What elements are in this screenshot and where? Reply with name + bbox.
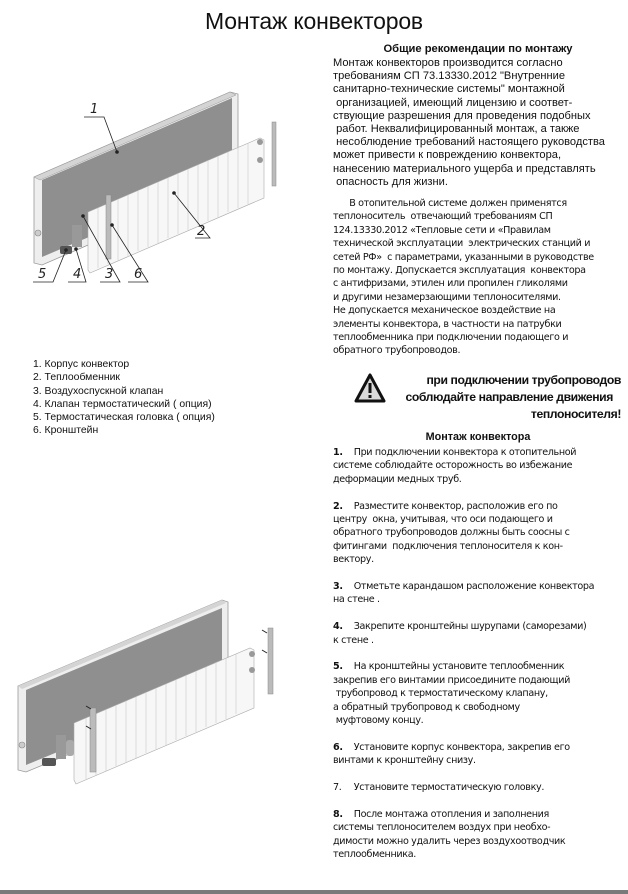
text-line: к стене . bbox=[333, 634, 374, 646]
mounting-view-diagram bbox=[10, 590, 310, 790]
legend-item: 5. Термостатическая головка ( опция) bbox=[33, 412, 215, 424]
legend-item: 3. Воздухоспускной клапан bbox=[33, 385, 164, 397]
step-4 bbox=[333, 620, 625, 647]
text-line: с антифризами, этилен или пропилен гликолями bbox=[333, 278, 568, 290]
step-number: 7. bbox=[333, 782, 342, 794]
text-line: санитарно-технические системы" монтажной bbox=[333, 83, 565, 96]
text-line: фитингами подключения теплоносителя к кон- bbox=[333, 540, 563, 552]
text-line: работ. Неквалифицированный монтаж, а также bbox=[333, 123, 580, 136]
page-title: Монтаж конвекторов bbox=[205, 8, 423, 34]
text-line: Отметьте карандашом расположение конвектора bbox=[353, 581, 595, 593]
text-line: муфтовому концу. bbox=[333, 715, 424, 727]
text-line: элементы конвектора, в частности на патрубки bbox=[333, 318, 562, 330]
text-line: сетей РФ» с параметрами, указанными в руководстве bbox=[333, 251, 594, 263]
callout-4: 4 bbox=[73, 267, 82, 282]
text-line: теплоноситель отвечающий требованиям СП bbox=[333, 211, 553, 223]
text-line: теплообменника при подключении подающего и bbox=[333, 332, 569, 344]
step-1 bbox=[333, 446, 625, 486]
text-line: Закрепите кронштейны шурупами (саморезами) bbox=[353, 621, 587, 633]
text-line: Разместите конвектор, расположив его по bbox=[353, 500, 558, 512]
callout-1: 1 bbox=[90, 102, 99, 117]
text-line: центру окна, учитывая, что оси подающего и bbox=[333, 514, 553, 526]
step-6 bbox=[333, 741, 625, 768]
legend-item: 6. Кронштейн bbox=[33, 425, 99, 437]
text-line: несоблюдение требований настоящего руководства bbox=[333, 136, 605, 149]
step-number: 4. bbox=[333, 621, 343, 633]
text-line: Установите корпус конвектора, закрепив его bbox=[353, 741, 570, 753]
legend-item: 2. Теплообменник bbox=[33, 372, 120, 384]
text-line: опасность для жизни. bbox=[333, 175, 448, 188]
text-line: на стене . bbox=[333, 594, 380, 606]
text-line: На кронштейны установите теплообменник bbox=[353, 661, 565, 673]
step-5 bbox=[333, 660, 625, 727]
text-line: по монтажу. Допускается эксплуатация конвектора bbox=[333, 265, 586, 277]
mounting-steps bbox=[333, 446, 625, 875]
text-line: закрепив его винтамии присоедините подающий bbox=[333, 674, 570, 686]
warning-line: при подключении трубопроводов bbox=[426, 373, 621, 387]
text-line: вектору. bbox=[333, 554, 374, 566]
step-number: 3. bbox=[333, 581, 343, 593]
text-line: Установите термостатическую головку. bbox=[353, 782, 545, 794]
page-bottom-divider bbox=[0, 890, 628, 894]
step-7 bbox=[333, 781, 625, 794]
text-line: 124.13330.2012 «Тепловые сети и «Правилам bbox=[333, 224, 551, 236]
warning-triangle-icon bbox=[354, 373, 386, 403]
text-line: После монтажа отопления и заполнения bbox=[353, 808, 549, 820]
text-line: теплообменника. bbox=[333, 849, 416, 861]
text-line: организацией, имеющий лицензию и соответ- bbox=[333, 96, 573, 109]
step-number: 8. bbox=[333, 808, 343, 820]
step-number: 5. bbox=[333, 661, 343, 673]
step-number: 2. bbox=[333, 500, 343, 512]
step-2 bbox=[333, 500, 625, 567]
mounting-heading: Монтаж конвектора bbox=[425, 431, 531, 443]
text-line: системе соблюдайте осторожность во избежание bbox=[333, 460, 573, 472]
text-line: ствующие разрешения для проведения подобных bbox=[333, 109, 591, 122]
step-number: 1. bbox=[333, 447, 343, 458]
text-line: трубопровод к термостатическому клапану, bbox=[333, 688, 548, 700]
warning-message bbox=[395, 372, 621, 423]
parts-legend bbox=[33, 358, 215, 438]
text-line: технической эксплуатации электрических станций и bbox=[333, 238, 591, 250]
text-line: винтами к кронштейну снизу. bbox=[333, 755, 476, 767]
general-paragraph-1 bbox=[333, 57, 625, 189]
general-paragraph-2 bbox=[333, 197, 625, 358]
text-line: обратного трубопроводов должны быть соосны с bbox=[333, 527, 570, 539]
callout-2: 2 bbox=[197, 224, 206, 239]
callout-6: 6 bbox=[134, 267, 143, 282]
text-line: Не допускается механическое воздействие на bbox=[333, 305, 556, 317]
text-line: системы теплоносителем воздух при необхо- bbox=[333, 822, 551, 834]
text-line: а обратный трубопровод к свободному bbox=[333, 701, 520, 713]
step-number: 6. bbox=[333, 741, 343, 753]
callout-3: 3 bbox=[105, 267, 114, 282]
warning-line: теплоносителя! bbox=[530, 407, 621, 421]
general-recommendations-heading: Общие рекомендации по монтажу bbox=[383, 43, 573, 55]
text-line: димости можно удалить через воздухоотводчик bbox=[333, 835, 566, 847]
text-line: требованиям СП 73.13330.2012 "Внутренние bbox=[333, 70, 566, 83]
legend-item: 4. Клапан термостатический ( опция) bbox=[33, 398, 212, 410]
exploded-view-diagram bbox=[20, 80, 320, 290]
legend-item: 1. Корпус конвектор bbox=[33, 359, 130, 370]
step-3 bbox=[333, 580, 625, 607]
text-line: обратного трубопроводов. bbox=[333, 345, 461, 357]
text-line: Монтаж конвекторов производится согласно bbox=[333, 57, 563, 69]
callout-5: 5 bbox=[38, 267, 47, 282]
text-line: деформации медных труб. bbox=[333, 473, 462, 485]
text-line: и другими незамерзающими теплоносителями. bbox=[333, 291, 561, 303]
text-line: В отопительной системе должен применятся bbox=[333, 198, 567, 209]
step-8 bbox=[333, 808, 625, 862]
text-line: нанесению материального ущерба и представлять bbox=[333, 162, 596, 175]
text-line: При подключении конвектора к отопительной bbox=[353, 447, 577, 458]
text-line: может привести к повреждению конвектора, bbox=[333, 149, 562, 162]
warning-line: соблюдайте направление движения bbox=[405, 390, 613, 404]
